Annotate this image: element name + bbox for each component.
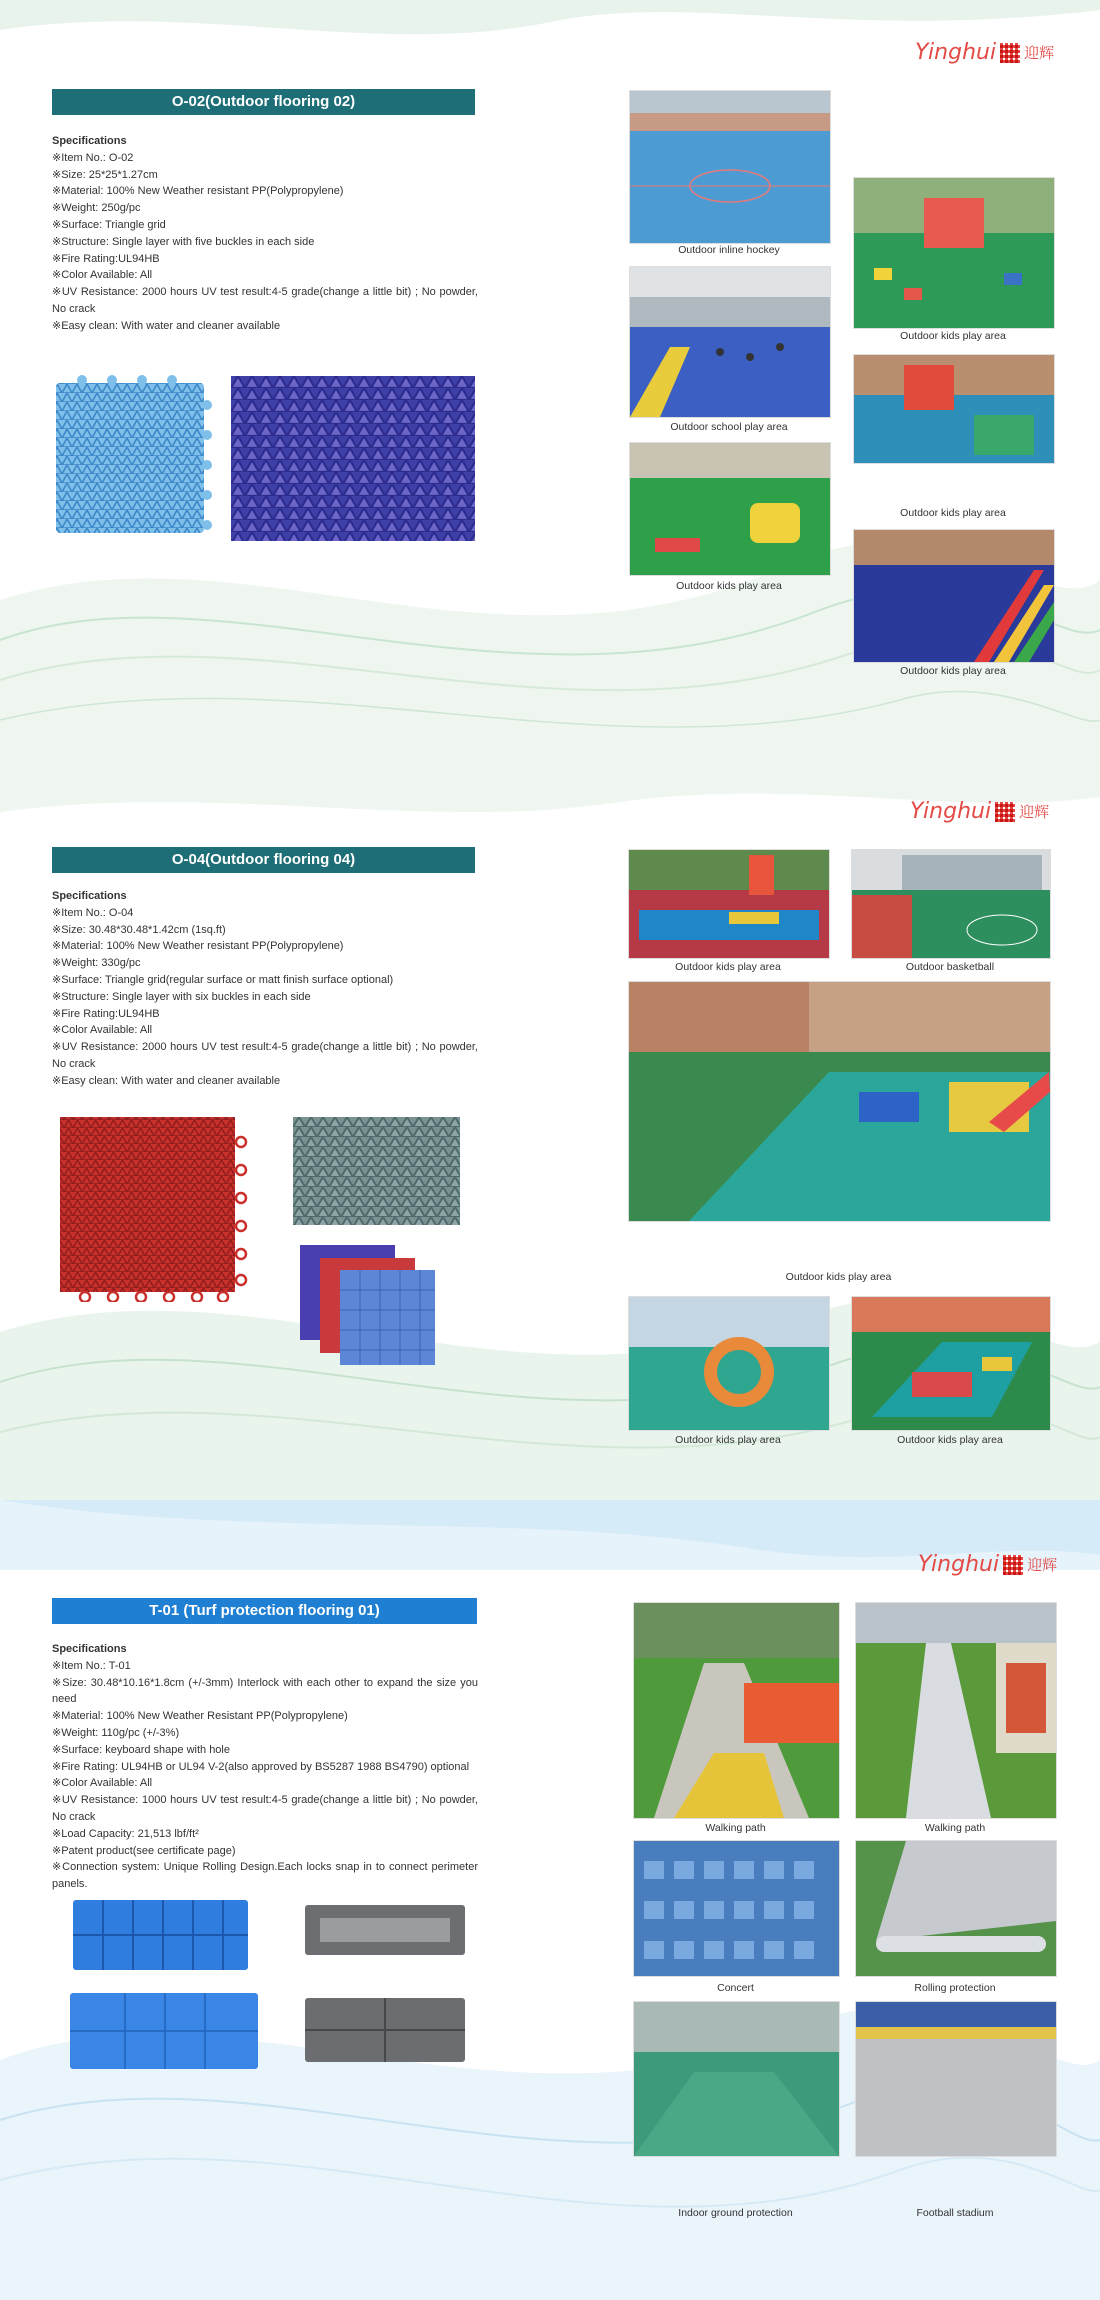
brand-logo	[915, 40, 1054, 65]
photo-caption: Outdoor kids play area	[675, 961, 781, 973]
logo-text: Yinghui	[915, 40, 997, 65]
photo-indoor-ground	[633, 2001, 840, 2157]
spec-heading: Specifications	[52, 1643, 127, 1655]
logo-mark-icon	[995, 802, 1015, 822]
brand-logo	[910, 799, 1049, 824]
spec-line: ※Color Available: All	[52, 1777, 153, 1790]
product-stack-image	[295, 1240, 465, 1370]
photo-caption: Outdoor kids play area	[900, 665, 1006, 677]
spec-line: ※Item No.: O-02	[52, 151, 134, 164]
logo-cn: 迎辉	[1027, 1556, 1058, 1574]
logo-mark-icon	[1000, 43, 1020, 63]
photo-caption: Outdoor kids play area	[675, 1434, 781, 1446]
spec-line: ※Surface: Triangle grid(regular surface or matt finish surface optional)	[52, 973, 394, 986]
product-closeup-image	[231, 376, 475, 541]
section-t01	[0, 1500, 1100, 2300]
logo-text: Yinghui	[910, 799, 992, 824]
photo-caption: Walking path	[924, 1822, 986, 1834]
photo-kids-play	[853, 177, 1055, 329]
spec-line: ※UV Resistance: 2000 hours UV test result:4-5 grade(change a little bit) ; No powder, No crack	[52, 286, 478, 315]
photo-caption: Outdoor kids play area	[900, 330, 1006, 342]
spec-line: ※Material: 100% New Weather resistant PP(Polypropylene)	[52, 185, 344, 198]
photo-caption: Outdoor inline hockey	[678, 244, 780, 256]
product-gray-panel-image	[300, 1990, 470, 2070]
logo-cn: 迎辉	[1024, 44, 1055, 62]
spec-block	[52, 133, 478, 335]
spec-line: ※Item No.: O-04	[52, 906, 134, 919]
spec-line: ※Size: 30.48*10.16*1.8cm (+/-3mm) Interlock with each other to expand the size you need	[52, 1676, 478, 1706]
spec-line: ※Color Available: All	[52, 1024, 153, 1037]
spec-heading: Specifications	[52, 135, 127, 147]
product-gray-panel-image	[300, 1900, 470, 1960]
photo-caption: Outdoor kids play area	[785, 1271, 892, 1283]
photo-caption: Walking path	[705, 1822, 766, 1834]
product-tile-image	[52, 375, 214, 545]
spec-line: ※Surface: keyboard shape with hole	[52, 1743, 230, 1756]
logo-text: Yinghui	[918, 1552, 1000, 1577]
section-o02	[0, 0, 1100, 772]
spec-line: ※Item No.: T-01	[52, 1659, 131, 1672]
spec-line: ※Weight: 110g/pc (+/-3%)	[52, 1726, 180, 1739]
spec-line: ※Fire Rating:UL94HB	[52, 252, 160, 265]
photo-school-play	[629, 266, 831, 418]
section-title: O-04(Outdoor flooring 04)	[52, 847, 475, 873]
photo-kids-play	[629, 442, 831, 576]
spec-line: ※Fire Rating: UL94HB or UL94 V-2(also approved by BS5287 1988 BS4790) optional	[52, 1760, 470, 1773]
spec-line: ※Material: 100% New Weather Resistant PP(Polypropylene)	[52, 1710, 348, 1723]
photo-kids-play	[853, 354, 1055, 464]
brand-logo	[918, 1552, 1057, 1577]
photo-caption: Rolling protection	[914, 1982, 996, 1994]
product-blue-panel-image	[65, 1985, 265, 2075]
spec-line: ※Size: 25*25*1.27cm	[52, 168, 158, 181]
spec-line: ※Load Capacity: 21,513 lbf/ft²	[52, 1827, 199, 1840]
spec-line: ※Connection system: Unique Rolling Design.Each locks snap in to connect perimeter panels.	[52, 1861, 478, 1891]
section-o04	[0, 772, 1100, 1500]
logo-mark-icon	[1003, 1555, 1023, 1575]
photo-caption: Indoor ground protection	[678, 2207, 793, 2219]
product-blue-panel-image	[68, 1895, 253, 1975]
photo-caption: Football stadium	[916, 2207, 994, 2219]
logo-cn: 迎辉	[1019, 803, 1050, 821]
spec-line: ※Weight: 250g/pc	[52, 202, 141, 215]
photo-kids-play-large	[628, 981, 1051, 1222]
photo-caption: Outdoor school play area	[670, 421, 788, 433]
photo-walking-path	[855, 1602, 1057, 1819]
product-tile-image	[55, 1112, 250, 1302]
spec-line: ※Color Available: All	[52, 269, 153, 282]
spec-line: ※UV Resistance: 1000 hours UV test result:4-5 grade(change a little bit) ; No powder, No crack	[52, 1794, 478, 1823]
spec-line: ※Material: 100% New Weather resistant PP(Polypropylene)	[52, 940, 344, 953]
photo-caption: Outdoor kids play area	[900, 507, 1006, 519]
product-closeup-image	[293, 1117, 460, 1225]
photo-basketball	[851, 849, 1051, 959]
photo-caption: Outdoor basketball	[905, 961, 995, 973]
spec-line: ※UV Resistance: 2000 hours UV test result:4-5 grade(change a little bit) ; No powder, No crack	[52, 1041, 478, 1070]
spec-line: ※Easy clean: With water and cleaner available	[52, 319, 281, 332]
spec-block	[52, 888, 478, 1090]
spec-line: ※Surface: Triangle grid	[52, 218, 166, 231]
spec-line: ※Structure: Single layer with six buckles in each side	[52, 990, 311, 1003]
spec-line: ※Fire Rating:UL94HB	[52, 1007, 160, 1020]
spec-line: ※Size: 30.48*30.48*1.42cm (1sq.ft)	[52, 923, 226, 936]
photo-rolling-protection	[855, 1840, 1057, 1977]
spec-block	[52, 1641, 478, 1893]
spec-line: ※Easy clean: With water and cleaner available	[52, 1074, 281, 1087]
photo-walking-path	[633, 1602, 840, 1819]
section-title: O-02(Outdoor flooring 02)	[52, 89, 475, 115]
spec-line: ※Patent product(see certificate page)	[52, 1844, 236, 1857]
spec-heading: Specifications	[52, 890, 127, 902]
photo-kids-play	[628, 849, 830, 959]
photo-caption: Outdoor kids play area	[676, 580, 782, 592]
photo-football-stadium	[855, 2001, 1057, 2157]
spec-line: ※Weight: 330g/pc	[52, 957, 141, 970]
photo-concert	[633, 1840, 840, 1977]
photo-kids-play	[853, 529, 1055, 663]
photo-caption: Outdoor kids play area	[897, 1434, 1003, 1446]
photo-inline-hockey	[629, 90, 831, 244]
photo-kids-play	[851, 1296, 1051, 1431]
photo-kids-play	[628, 1296, 830, 1431]
section-title: T-01 (Turf protection flooring 01)	[52, 1598, 477, 1624]
photo-caption: Concert	[717, 1982, 754, 1994]
spec-line: ※Structure: Single layer with five buckles in each side	[52, 235, 315, 248]
